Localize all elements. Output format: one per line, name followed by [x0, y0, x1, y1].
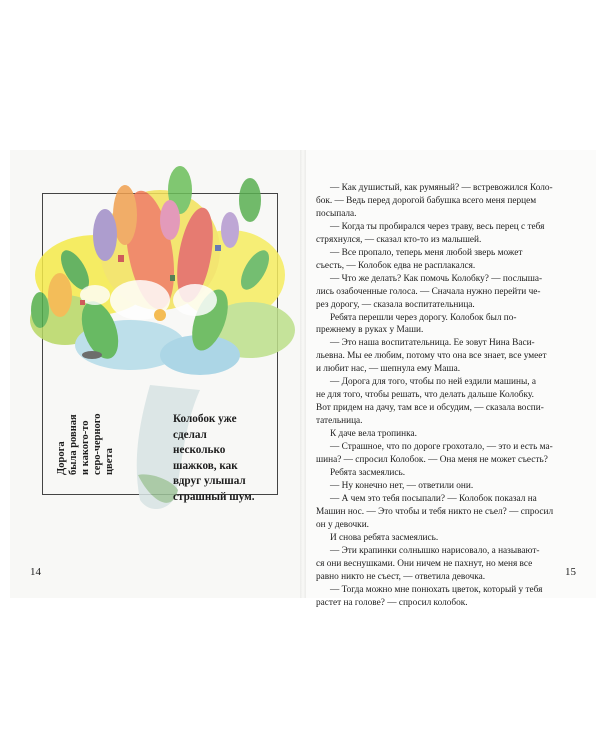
- page-number-right: 15: [565, 566, 576, 578]
- text-line: К даче вела тропинка.: [330, 429, 417, 440]
- text-line: и любит нас, — шепнула ему Маша.: [316, 364, 461, 375]
- vertical-caption-line: цвета: [104, 448, 115, 475]
- text-line: Ребята засмеялись.: [330, 467, 406, 478]
- caption-line: несколько: [173, 444, 226, 456]
- green-leaf: [239, 178, 261, 222]
- illustration-caption: [173, 412, 283, 505]
- caption-line: вдруг улышал: [173, 475, 246, 487]
- text-line: — Как душистый, как румяный? — встревожился Коло-: [330, 183, 553, 193]
- vertical-caption-line: Дорога: [56, 441, 67, 475]
- text-line: бок. — Ведь перед дорогой бабушка всего меня перцем: [316, 195, 537, 206]
- text-line: растет на голове? — спросил колобок.: [316, 597, 468, 608]
- text-line: И снова ребята засмеялись.: [330, 532, 439, 543]
- text-line: посыпала.: [316, 208, 357, 219]
- text-line: — Тогда можно мне понюхать цветок, который у тебя: [330, 584, 543, 595]
- small-sun: [154, 309, 166, 321]
- text-line: стряхнулся, — сказал кто-то из малышей.: [316, 234, 482, 245]
- text-line: — Дорога для того, чтобы по ней ездили машины, а: [330, 377, 536, 388]
- text-line: — Что же делать? Как помочь Колобку? — послыша-: [330, 273, 543, 284]
- text-line: рез дорогу, — сказала воспитательница.: [316, 299, 475, 310]
- caption-line: шажков, как: [173, 459, 238, 472]
- text-line: не для того, чтобы решать, что делать дальше Колобку.: [316, 390, 534, 401]
- small-house: [215, 245, 221, 251]
- vertical-caption-line: была ровная: [68, 414, 79, 475]
- vertical-caption-line: и какого-то: [80, 420, 91, 475]
- small-house: [80, 300, 85, 305]
- caption-line: страшный шум.: [173, 490, 255, 503]
- text-line: — А чем это тебя посыпали? — Колобок показал на: [330, 493, 537, 504]
- text-line: — Это наша воспитательница. Ее зовут Нина Васи-: [330, 338, 535, 349]
- small-house: [118, 255, 124, 262]
- page-number-left: 14: [30, 566, 41, 578]
- text-line: прежнему в руках у Маши.: [316, 325, 424, 336]
- text-line: — Страшное, что по дороге грохотало, — это и есть ма-: [330, 442, 553, 453]
- text-line: Вот придем на дачу, там все и обсудим, — сказала воспи-: [316, 403, 544, 414]
- caption-line: Колобок уже: [173, 413, 237, 425]
- text-line: лись озабоченные голоса. — Сначала нужно перейти че-: [316, 286, 541, 297]
- text-line: — Когда ты пробирался через траву, весь перец с тебя: [330, 221, 545, 232]
- text-line: ся они веснушками. Они ничем не пахнут, но меня все: [316, 558, 533, 569]
- small-house: [170, 275, 175, 281]
- text-line: — Все пропало, теперь меня любой зверь может: [330, 247, 523, 258]
- text-line: тательница.: [316, 416, 363, 427]
- text-line: съесть, — Колобок едва не расплакался.: [316, 260, 476, 271]
- pink-leaf: [160, 200, 180, 240]
- purple-leaf: [93, 209, 117, 261]
- white-blossom: [173, 284, 217, 316]
- text-line: Машин нос. — Это чтобы и тебя никто не съел? — спросил: [316, 506, 554, 517]
- text-line: льевна. Мы ее любим, потому что она все знает, все умеет: [316, 351, 547, 362]
- vertical-caption-line: серо-черного: [92, 413, 103, 475]
- purple-leaf: [221, 212, 239, 248]
- text-line: он у девочки.: [316, 519, 370, 530]
- story-text: [316, 182, 584, 609]
- orange-leaf: [48, 273, 72, 317]
- vertical-caption: [56, 345, 116, 475]
- caption-line: сделал: [173, 428, 207, 441]
- green-leaf: [31, 292, 49, 328]
- text-line: — Эти крапинки солнышко нарисовало, а называют-: [330, 545, 540, 556]
- text-line: шина? — спросил Колобок. — Она меня не может съесть?: [316, 455, 548, 466]
- text-line: Ребята перешли через дорогу. Колобок был по-: [330, 312, 517, 323]
- text-line: — Ну конечно нет, — ответили они.: [330, 480, 474, 491]
- text-line: равно никто не съест, — ответила девочка.: [316, 571, 486, 582]
